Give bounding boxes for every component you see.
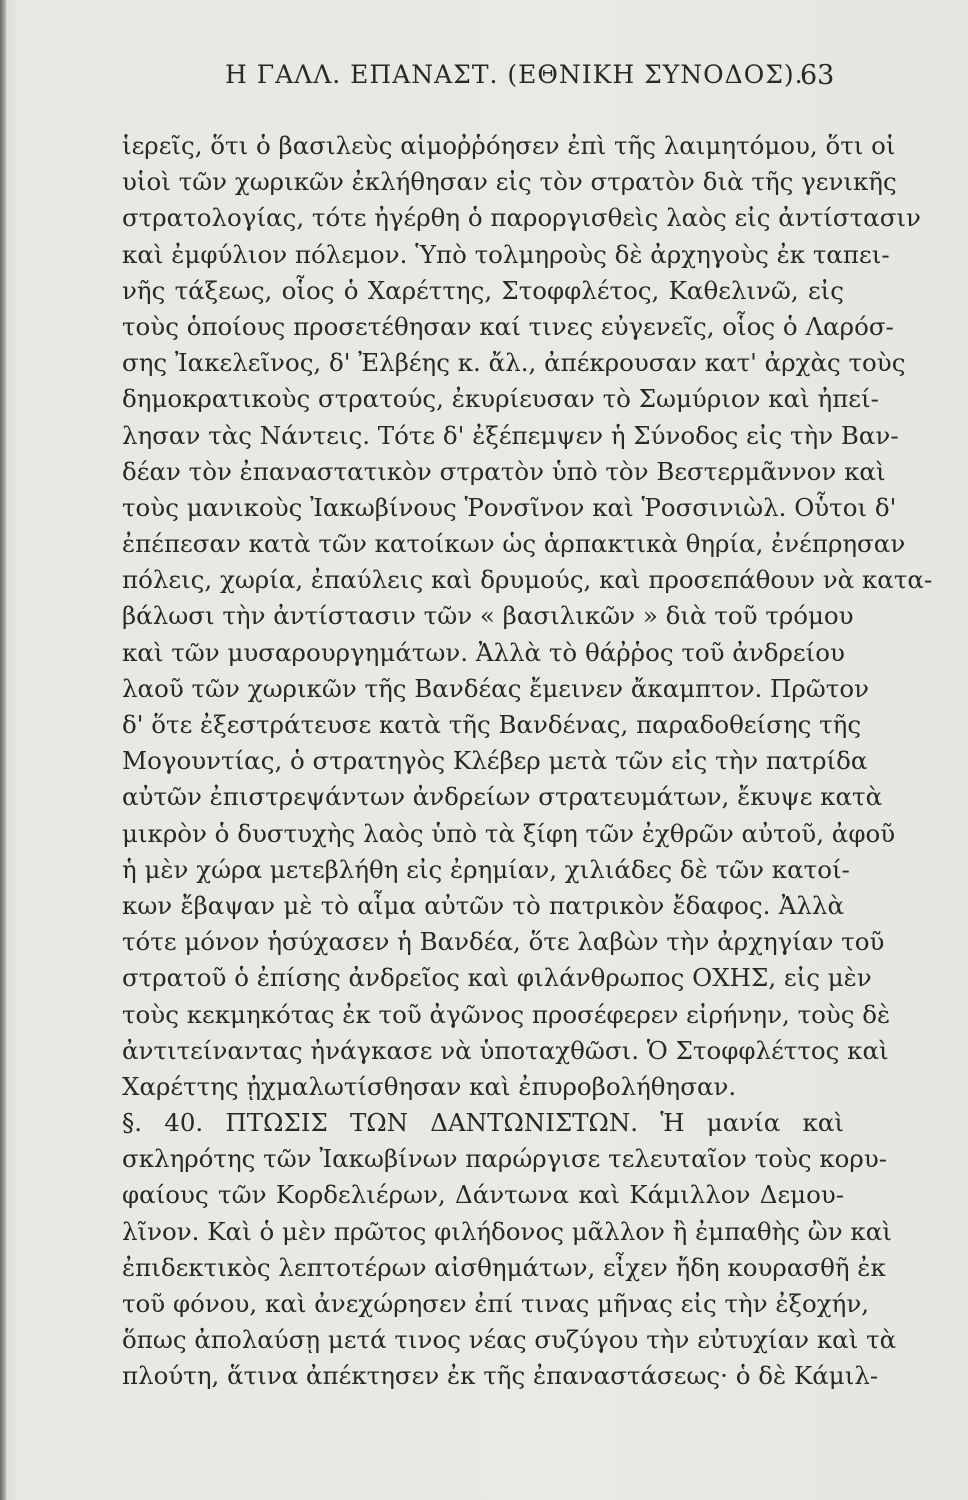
text-line: φαίους τῶν Κορδελιέρων, Δάντωνα καὶ Κάμιλλον Δεμου-	[122, 1180, 844, 1210]
text-line: τοὺς μανικοὺς Ἰακωβίνους Ῥονσῖνον καὶ Ῥοσσινιὼλ. Οὗτοι δ'	[122, 492, 897, 522]
text-line: στρατοῦ ὁ ἐπίσης ἀνδρεῖος καὶ φιλάνθρωπος ΟΧΗΣ, εἰς μὲν	[122, 963, 872, 993]
text-line: ἐπιδεκτικὸς λεπτοτέρων αἰσθημάτων, εἶχεν ἤδη κουρασθῆ ἐκ	[122, 1252, 886, 1282]
text-line: λῖνον. Καὶ ὁ μὲν πρῶτος φιλήδονος μᾶλλον ἢ ἐμπαθὴς ὢν καὶ	[122, 1216, 892, 1246]
text-line: λησαν τὰς Νάντεις. Τότε δ' ἐξέπεμψεν ἡ Σύνοδος εἰς τὴν Βαν-	[122, 420, 899, 450]
text-line: ἐπέπεσαν κατὰ τῶν κατοίκων ὡς ἁρπακτικὰ θηρία, ἐνέπρησαν	[122, 529, 906, 559]
section-heading-line: §. 40. ΠΤΩΣΙΣ ΤΩΝ ΔΑΝΤΩΝΙΣΤΩΝ. Ἡ μανία καὶ	[122, 1108, 844, 1138]
text-line: δέαν τὸν ἐπαναστατικὸν στρατὸν ὑπὸ τὸν Βεστερμᾶννον καὶ	[122, 456, 886, 486]
text-line: τοὺς ὁποίους προσετέθησαν καί τινες εὐγενεῖς, οἷος ὁ Λαρόσ-	[122, 311, 894, 341]
text-line: βάλωσι τὴν ἀντίστασιν τῶν « βασιλικῶν » διὰ τοῦ τρόμου	[122, 601, 854, 631]
text-line: ἡ μὲν χώρα μετεβλήθη εἰς ἐρημίαν, χιλιάδες δὲ τῶν κατοί-	[122, 854, 850, 884]
text-line: πόλεις, χωρία, ἐπαύλεις καὶ δρυμούς, καὶ προσεπάθουν νὰ κατα-	[122, 565, 933, 595]
text-line: Μογουντίας, ὁ στρατηγὸς Κλέβερ μετὰ τῶν εἰς τὴν πατρίδα	[122, 746, 868, 776]
text-line: νῆς τάξεως, οἷος ὁ Χαρέττης, Στοφφλέτος, Καθελινῶ, εἰς	[122, 275, 844, 305]
running-head: Η ΓΑΛΛ. ΕΠΑΝΑΣΤ. (ΕΘΝΙΚΗ ΣΥΝΟΔΟΣ).	[225, 60, 804, 89]
text-line: Χαρέττης ᾐχμαλωτίσθησαν καὶ ἐπυροβολήθησαν.	[122, 1071, 737, 1101]
text-line: καὶ ἐμφύλιον πόλεμον. Ὑπὸ τολμηροὺς δὲ ἀρχηγοὺς ἐκ ταπει-	[122, 239, 890, 269]
page-gutter-shadow	[0, 0, 6, 1500]
text-line: κων ἔβαψαν μὲ τὸ αἷμα αὐτῶν τὸ πατρικὸν ἔδαφος. Ἀλλὰ	[122, 890, 844, 920]
text-line: τοῦ φόνου, καὶ ἀνεχώρησεν ἐπί τινας μῆνας εἰς τὴν ἐξοχήν,	[122, 1289, 870, 1318]
text-line: σκληρότης τῶν Ἰακωβίνων παρώργισε τελευταῖον τοὺς κορυ-	[122, 1144, 888, 1174]
text-line: τότε μόνον ἡσύχασεν ἡ Βανδέα, ὅτε λαβὼν τὴν ἀρχηγίαν τοῦ	[122, 927, 885, 957]
text-line: πλούτη, ἅτινα ἀπέκτησεν ἐκ τῆς ἐπαναστάσεως· ὁ δὲ Κάμιλ-	[122, 1361, 879, 1391]
text-line: δ' ὅτε ἐξεστράτευσε κατὰ τῆς Βανδένας, παραδοθείσης τῆς	[122, 710, 862, 739]
text-line: στρατολογίας, τότε ἠγέρθη ὁ παροργισθεὶς λαὸς εἰς ἀντίστασιν	[122, 203, 921, 233]
text-line: ἱερεῖς, ὅτι ὁ βασιλεὺς αἱμοῤῥόησεν ἐπὶ τῆς λαιμητόμου, ὅτι οἱ	[122, 131, 896, 160]
text-line: καὶ τῶν μυσαρουργημάτων. Ἀλλὰ τὸ θάῤῥος τοῦ ἀνδρείου	[122, 637, 845, 667]
text-line: ἀντιτείναντας ἠνάγκασε νὰ ὑποταχθῶσι. Ὁ Στοφφλέττος καὶ	[122, 1035, 889, 1065]
page-header	[225, 60, 845, 96]
text-line: ὅπως ἀπολαύσῃ μετά τινος νέας συζύγου τὴν εὐτυχίαν καὶ τὰ	[122, 1325, 897, 1355]
text-line: σης Ἰακελεῖνος, δ' Ἐλβέης κ. ἄλ., ἀπέκρουσαν κατ' ἀρχὰς τοὺς	[122, 348, 906, 378]
text-line: δημοκρατικοὺς στρατούς, ἐκυρίευσαν τὸ Σωμύριον καὶ ἠπεί-	[122, 384, 879, 414]
text-line: υἱοὶ τῶν χωρικῶν ἐκλήθησαν εἰς τὸν στρατὸν διὰ τῆς γενικῆς	[122, 167, 897, 197]
text-line: αὐτῶν ἐπιστρεψάντων ἀνδρείων στρατευμάτων, ἔκυψε κατὰ	[122, 782, 883, 812]
body-text	[122, 128, 933, 1395]
text-line: λαοῦ τῶν χωρικῶν τῆς Βανδέας ἔμεινεν ἄκαμπτον. Πρῶτον	[122, 673, 869, 703]
text-line: μικρὸν ὁ δυστυχὴς λαὸς ὑπὸ τὰ ξίφη τῶν ἐχθρῶν αὐτοῦ, ἀφοῦ	[122, 818, 896, 848]
page-number: 63	[800, 60, 835, 91]
text-line: τοὺς κεκμηκότας ἐκ τοῦ ἀγῶνος προσέφερεν εἰρήνην, τοὺς δὲ	[122, 999, 891, 1029]
